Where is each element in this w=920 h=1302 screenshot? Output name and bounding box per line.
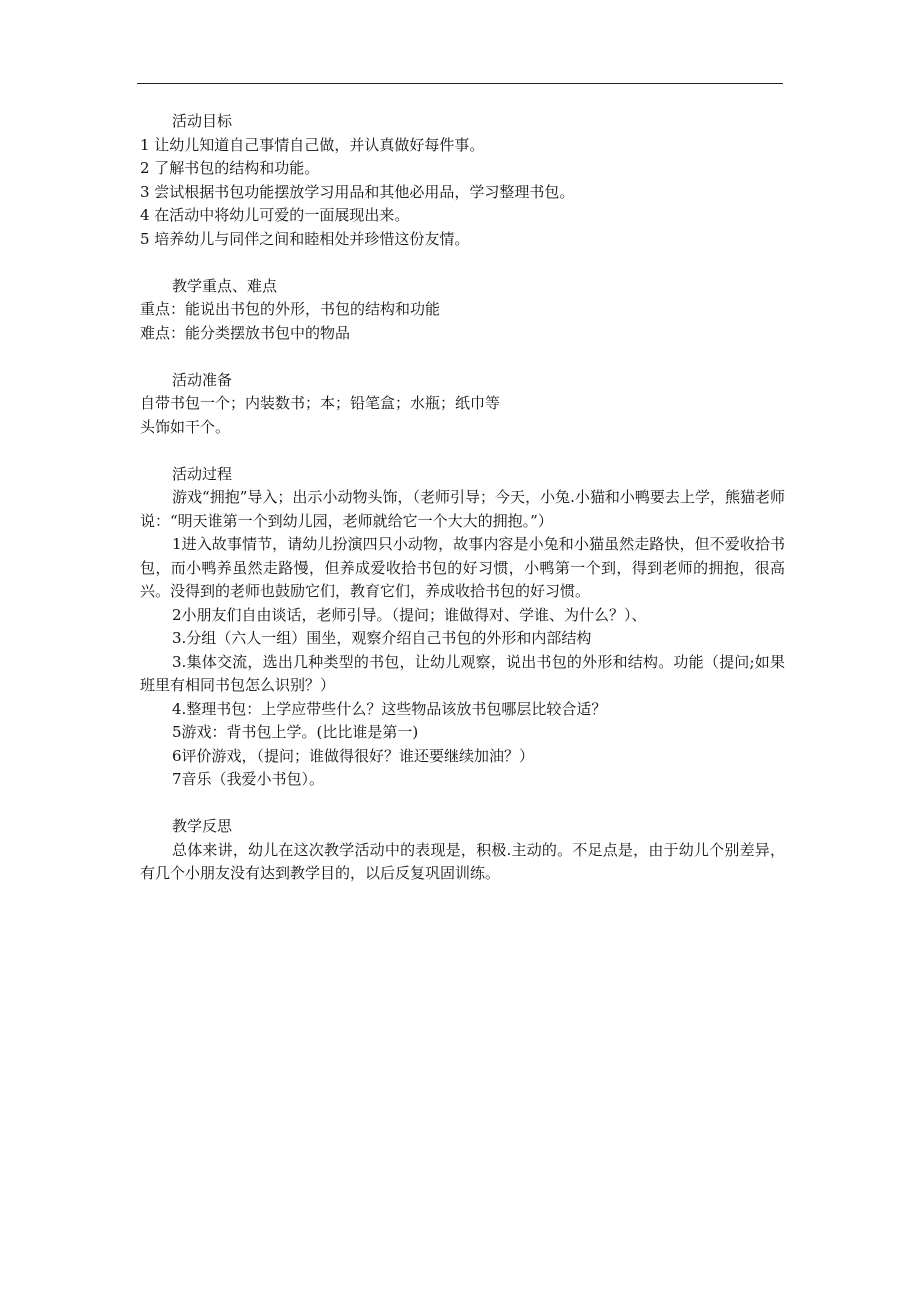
key-point-item: 难点：能分类摆放书包中的物品 — [140, 323, 351, 342]
process-paragraph: 6评价游戏，（提问；谁做得很好？谁还要继续加油？） — [172, 746, 535, 765]
process-paragraph: 4.整理书包：上学应带些什么？这些物品该放书包哪层比较合适？ — [172, 699, 607, 718]
section-heading: 活动准备 — [172, 370, 233, 389]
section-goals — [140, 110, 785, 251]
section-key-points — [140, 275, 785, 346]
reflection-paragraph: 总体来讲，幼儿在这次教学活动中的表现是，积极.主动的。不足点是，由于幼儿个别差异，有几个小朋友没有达到教学目的，以后反复巩固训练。 — [140, 840, 785, 882]
process-paragraph: 3.集体交流，选出几种类型的书包，让幼儿观察，说出书包的外形和结构。功能（提问;如果班里有相同书包怎么识别？） — [140, 652, 785, 694]
document-body — [140, 110, 785, 909]
section-heading: 教学重点、难点 — [172, 276, 278, 295]
header-rule — [137, 83, 783, 84]
process-paragraph: 3.分组（六人一组）围坐，观察介绍自己书包的外形和内部结构 — [172, 629, 592, 647]
preparation-item: 自带书包一个；内装数书；本；铅笔盒；水瓶；纸巾等 — [140, 394, 501, 412]
section-reflection — [140, 815, 785, 886]
section-preparation — [140, 369, 785, 440]
process-paragraph: 7音乐（我爱小书包）。 — [172, 770, 325, 788]
preparation-item: 头饰如干个。 — [140, 417, 231, 436]
process-paragraph: 5游戏：背书包上学。(比比谁是第一) — [172, 723, 419, 741]
goal-item: 3 尝试根据书包功能摆放学习用品和其他必用品，学习整理书包。 — [140, 182, 575, 201]
key-point-item: 重点：能说出书包的外形，书包的结构和功能 — [140, 300, 441, 318]
process-paragraph: 2小朋友们自由谈话，老师引导。（提问；谁做得对、学谁、为什么？）、 — [172, 605, 647, 624]
goal-item: 1 让幼儿知道自己事情自己做，并认真做好每件事。 — [140, 135, 485, 154]
section-heading: 教学反思 — [172, 817, 233, 835]
section-heading: 活动目标 — [172, 112, 233, 130]
process-paragraph: 游戏“拥抱”导入；出示小动物头饰，（老师引导；今天，小兔.小猫和小鸭要去上学，熊猫老师说：“明天谁第一个到幼儿园，老师就给它一个大大的拥抱。”） — [140, 488, 785, 530]
goal-item: 4 在活动中将幼儿可爱的一面展现出来。 — [140, 206, 410, 224]
section-heading: 活动过程 — [172, 464, 233, 483]
goal-item: 2 了解书包的结构和功能。 — [140, 159, 320, 177]
process-paragraph: 1进入故事情节，请幼儿扮演四只小动物，故事内容是小兔和小猫虽然走路快，但不爱收拾书包，而小鸭养虽然走路慢，但养成爱收拾书包的好习惯，小鸭第一个到，得到老师的拥抱，很高兴。没得到的老师也鼓励它们，教育它们，养成收拾书包的好习惯。 — [140, 535, 785, 600]
section-process — [140, 463, 785, 792]
goal-item: 5 培养幼儿与同伴之间和睦相处并珍惜这份友情。 — [140, 229, 470, 248]
